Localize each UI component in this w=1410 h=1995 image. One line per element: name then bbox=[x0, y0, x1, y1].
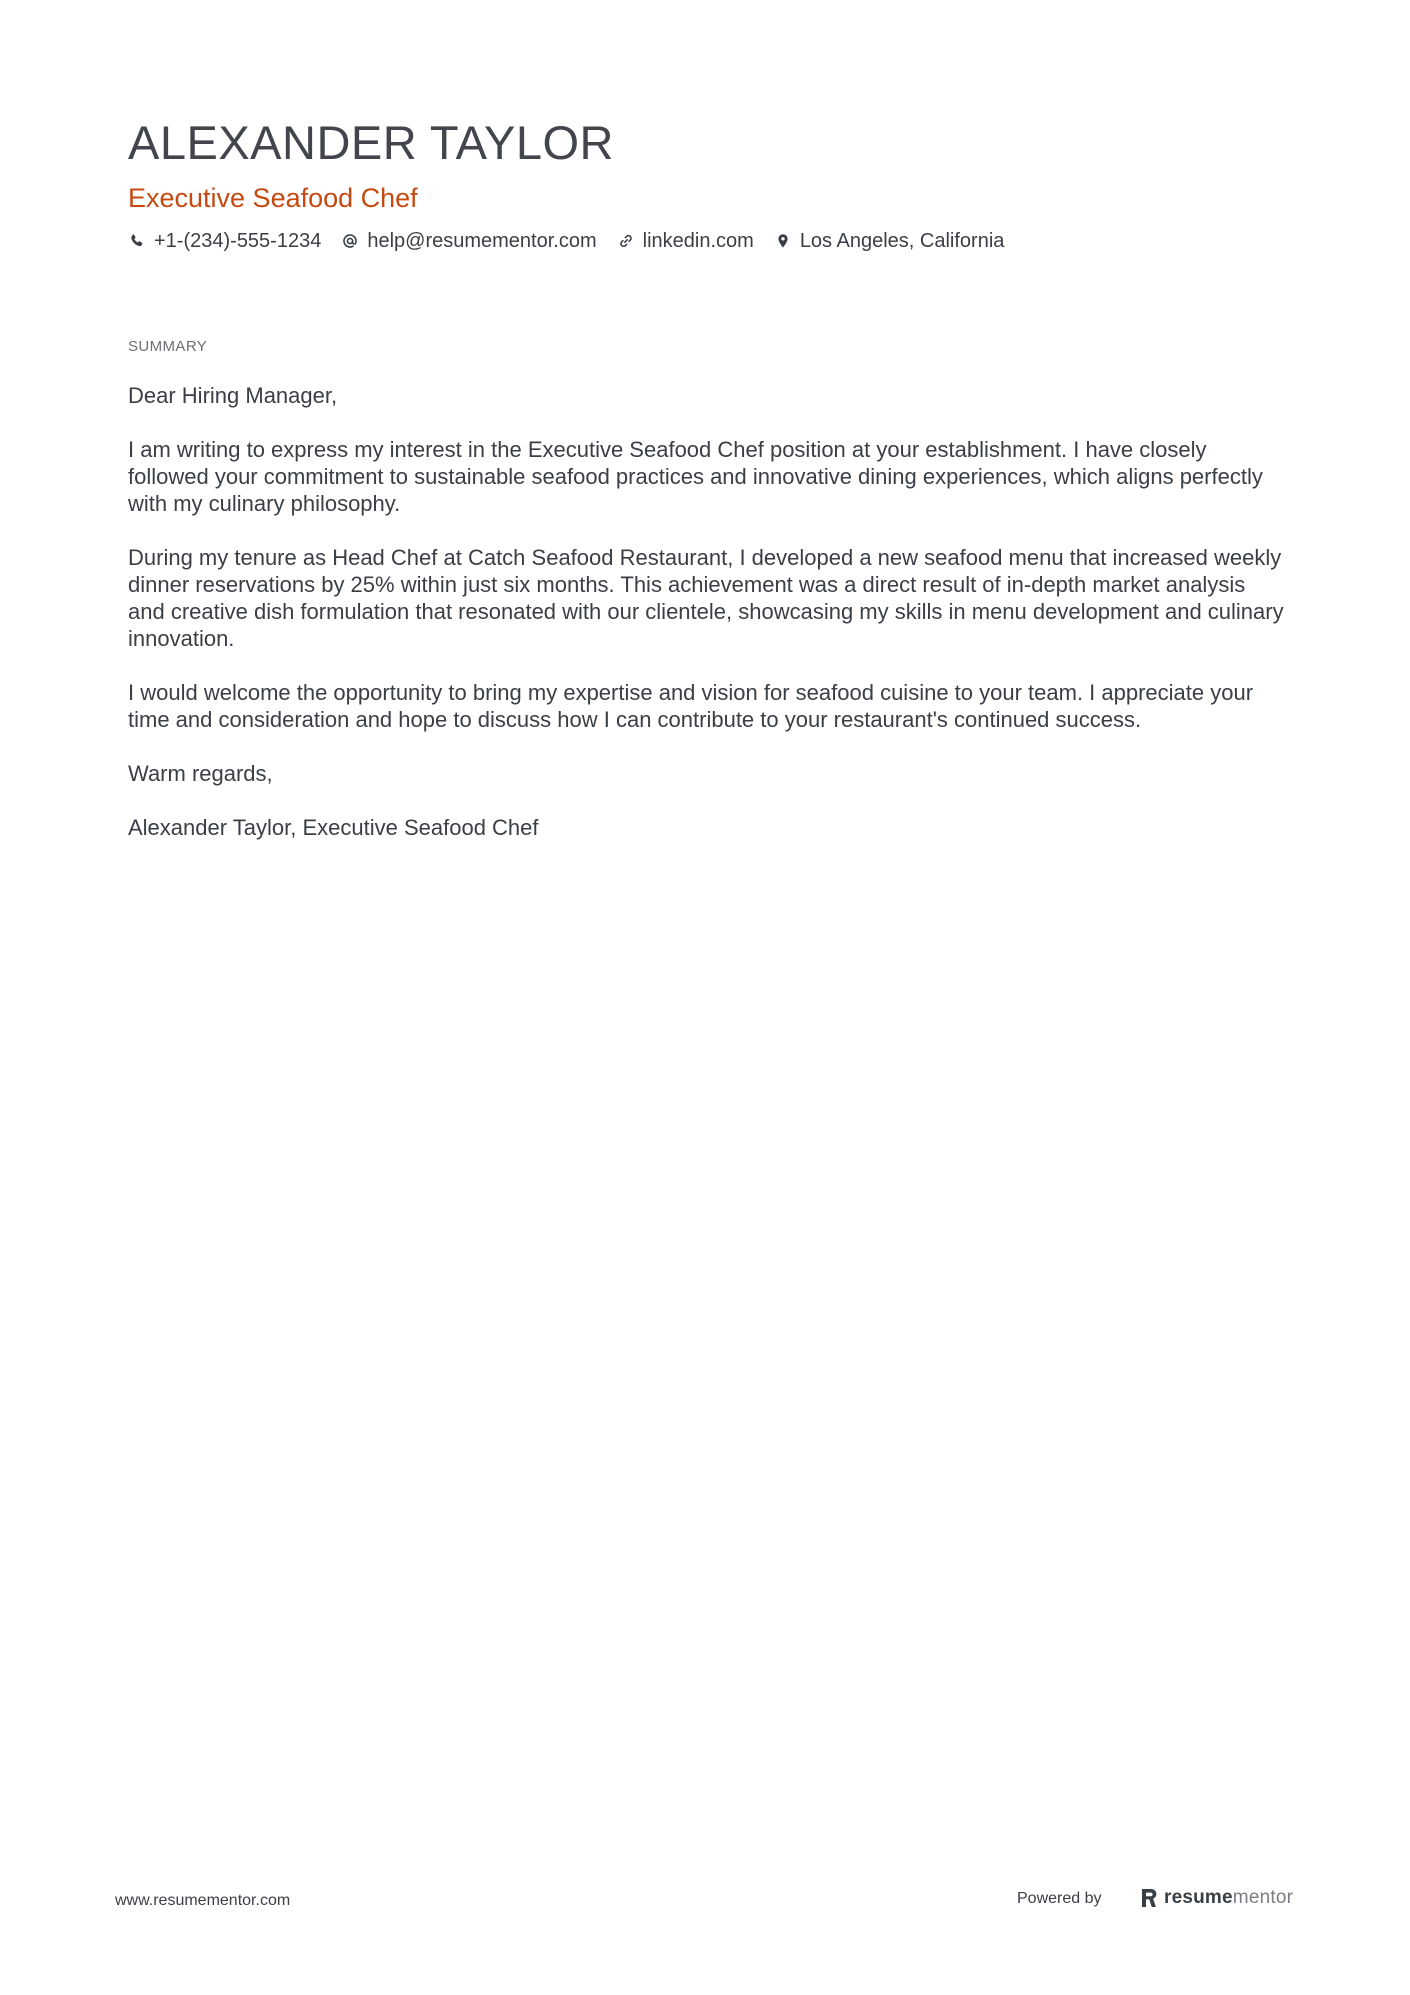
footer-website-link[interactable]: www.resumementor.com bbox=[115, 1892, 291, 1909]
letter-paragraph: I am writing to express my interest in the Executive Seafood Chef position at your establishment. I have closely followed your commitment to sustainable seafood practices and innovative dining experiences, which aligns perfectly with my culinary philosophy. bbox=[128, 437, 1263, 516]
at-icon bbox=[341, 232, 359, 250]
applicant-name: ALEXANDER TAYLOR bbox=[128, 116, 614, 169]
location-pin-icon bbox=[774, 232, 792, 250]
phone-icon bbox=[128, 232, 146, 250]
brand-wordmark bbox=[1164, 1887, 1293, 1909]
contact-linkedin-text: linkedin.com bbox=[642, 229, 754, 252]
contact-linkedin[interactable] bbox=[617, 230, 754, 253]
brand-logo[interactable] bbox=[1140, 1884, 1293, 1912]
letter-paragraph: I would welcome the opportunity to bring my expertise and vision for seafood cuisine to your team. I appreciate your time and consideration and hope to discuss how I can contribute to your restaurant's continued success. bbox=[128, 680, 1254, 732]
letter-signature: Alexander Taylor, Executive Seafood Chef bbox=[128, 815, 539, 840]
section-heading-summary: SUMMARY bbox=[128, 338, 208, 355]
applicant-title: Executive Seafood Chef bbox=[128, 183, 418, 213]
brand-wordmark-bold: resume bbox=[1164, 1887, 1233, 1908]
contact-location-text: Los Angeles, California bbox=[799, 229, 1005, 252]
contact-phone-text: +1-(234)-555-1234 bbox=[154, 229, 322, 252]
resumementor-logo-icon bbox=[1140, 1887, 1158, 1909]
contact-location bbox=[774, 230, 1005, 253]
letter-paragraph: During my tenure as Head Chef at Catch Seafood Restaurant, I developed a new seafood menu that increased weekly dinner reservations by 25% within just six months. This achievement was a direct result of in-depth market analysis and creative dish formulation that resonated with our clientele, showcasing my skills in menu development and culinary innovation. bbox=[128, 545, 1284, 651]
letter-body bbox=[128, 382, 1288, 868]
letter-salutation: Dear Hiring Manager, bbox=[128, 383, 338, 408]
contact-email[interactable] bbox=[341, 230, 596, 253]
contact-email-text: help@resumementor.com bbox=[367, 229, 597, 252]
letter-closing: Warm regards, bbox=[128, 761, 273, 786]
contact-phone[interactable] bbox=[128, 230, 321, 253]
contact-bar bbox=[128, 226, 1024, 256]
powered-by-label: Powered by bbox=[1017, 1890, 1102, 1907]
brand-wordmark-light: mentor bbox=[1232, 1887, 1294, 1908]
link-icon bbox=[617, 232, 635, 250]
